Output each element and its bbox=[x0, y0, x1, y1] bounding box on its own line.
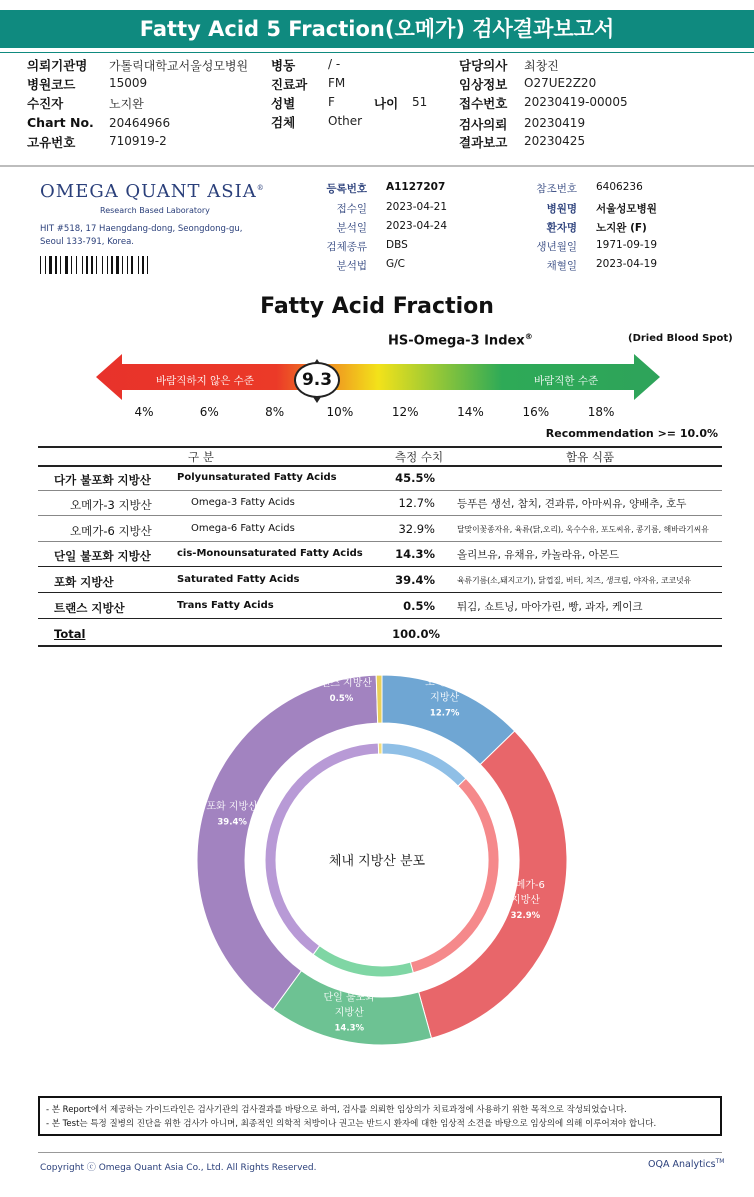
table-row-divider bbox=[38, 515, 722, 516]
info-value-report-date: 20230425 bbox=[524, 134, 586, 148]
info-label-chart-no: Chart No. bbox=[27, 115, 94, 130]
table-row-category: 다가 불포화 지방산 bbox=[54, 473, 151, 487]
meta-value-draw-date: 2023-04-19 bbox=[596, 258, 658, 270]
info-value-sex: F bbox=[328, 95, 335, 109]
slice-percent-label: 0.5% bbox=[329, 694, 354, 705]
table-row-divider bbox=[38, 490, 722, 491]
info-value-chart-no: 20464966 bbox=[109, 116, 171, 130]
table-row-divider bbox=[38, 541, 722, 542]
meta-value-receipt-date: 2023-04-21 bbox=[386, 201, 448, 213]
table-row-food: 등푸른 생선, 참치, 견과류, 아마씨유, 양배추, 호두 bbox=[457, 498, 687, 510]
footer-brand: OQA Analytics™ bbox=[648, 1158, 725, 1171]
info-label-request-date: 검사의뢰 bbox=[459, 117, 508, 132]
scale-tick: 12% bbox=[391, 405, 419, 419]
scale-tick: 14% bbox=[457, 405, 484, 419]
good-level-label: 바람직한 수준 bbox=[534, 375, 599, 387]
table-row-category: 오메가-6 지방산 bbox=[70, 524, 152, 538]
table-row-english: Polyunsaturated Fatty Acids bbox=[177, 472, 337, 483]
table-row-value: 39.4% bbox=[395, 573, 435, 587]
meta-label-reg-no: 등록번호 bbox=[326, 183, 367, 195]
table-header-category: 구 분 bbox=[188, 450, 214, 464]
meta-label-hospital: 병원명 bbox=[546, 203, 577, 215]
section-title: Fatty Acid Fraction bbox=[260, 294, 494, 319]
lab-address-line2: Seoul 133-791, Korea. bbox=[40, 237, 134, 247]
info-value-unique-no: 710919-2 bbox=[109, 134, 167, 148]
table-header-line bbox=[38, 465, 722, 467]
meta-label-sample-type: 검체종류 bbox=[326, 241, 367, 253]
score-value: 9.3 bbox=[294, 362, 340, 398]
info-label-specimen: 검체 bbox=[271, 115, 296, 130]
table-row-food: 달맞이꽃종자유, 육류(닭,오리), 옥수수유, 포도씨유, 콩기름, 해바라기씨유 bbox=[457, 525, 709, 534]
scale-tick: 16% bbox=[522, 405, 550, 419]
outer-slice bbox=[376, 675, 382, 723]
sample-note: (Dried Blood Spot) bbox=[628, 333, 733, 344]
table-row-category: 단일 불포화 지방산 bbox=[54, 549, 151, 563]
info-value-doctor: 최창진 bbox=[524, 59, 559, 73]
info-value-examinee: 노지완 bbox=[109, 97, 144, 111]
footer-divider bbox=[38, 1152, 722, 1153]
lab-logo: OMEGA QUANT ASIA® bbox=[40, 181, 265, 202]
meta-label-birth: 생년월일 bbox=[536, 241, 577, 253]
table-row-english: Trans Fatty Acids bbox=[177, 600, 274, 611]
meta-value-method: G/C bbox=[386, 258, 406, 270]
report-title: Fatty Acid 5 Fraction(오메가) 검사결과보고서 bbox=[0, 10, 754, 48]
info-label-sex: 성별 bbox=[271, 96, 296, 111]
outer-slice bbox=[197, 675, 378, 1009]
scale-tick: 18% bbox=[587, 405, 615, 419]
info-value-receipt-no: 20230419-00005 bbox=[524, 95, 628, 109]
table-row-food: 튀김, 쇼트닝, 마아가린, 빵, 과자, 케이크 bbox=[457, 601, 643, 613]
inner-slice bbox=[313, 946, 413, 977]
section-divider bbox=[0, 165, 754, 167]
meta-value-ref-no: 6406236 bbox=[596, 181, 643, 193]
meta-value-birth: 1971-09-19 bbox=[596, 239, 658, 251]
scale-tick: 6% bbox=[199, 405, 219, 419]
slice-percent-label: 32.9% bbox=[510, 911, 541, 922]
slice-name-label: 지방산 bbox=[510, 895, 540, 907]
lab-tagline: Research Based Laboratory bbox=[100, 206, 210, 215]
meta-label-method: 분석법 bbox=[336, 260, 367, 272]
slice-percent-label: 39.4% bbox=[217, 817, 247, 828]
inner-slice bbox=[410, 778, 499, 972]
scale-tick: 10% bbox=[326, 405, 354, 419]
table-row-english: Omega-3 Fatty Acids bbox=[191, 497, 295, 508]
info-label-requester: 의뢰기관명 bbox=[27, 58, 88, 73]
info-value-ward: / - bbox=[328, 57, 341, 71]
table-row-english: Omega-6 Fatty Acids bbox=[191, 523, 295, 534]
info-value-specimen: Other bbox=[328, 114, 363, 128]
meta-value-hospital: 서울성모병원 bbox=[596, 203, 657, 215]
table-row-divider bbox=[38, 618, 722, 619]
scale-tick: 8% bbox=[265, 405, 285, 419]
table-row-value: 14.3% bbox=[395, 547, 435, 561]
table-row-value: 32.9% bbox=[398, 522, 435, 536]
info-label-unique-no: 고유번호 bbox=[27, 135, 76, 150]
table-bottom-line bbox=[38, 645, 722, 647]
table-row-english: cis-Monounsaturated Fatty Acids bbox=[177, 548, 363, 559]
meta-value-patient: 노지완 (F) bbox=[596, 222, 647, 234]
index-title: HS-Omega-3 Index® bbox=[388, 332, 533, 349]
table-top-line bbox=[38, 446, 722, 448]
info-value-age: 51 bbox=[412, 95, 428, 109]
table-row-category: 포화 지방산 bbox=[54, 575, 114, 589]
meta-label-ref-no: 참조번호 bbox=[536, 183, 577, 195]
slice-name-label: 오메가-6 bbox=[505, 880, 545, 892]
slice-name-label: 포화 지방산 bbox=[206, 801, 258, 813]
table-row-value: 12.7% bbox=[398, 496, 435, 510]
table-header-food: 함유 식품 bbox=[566, 450, 615, 464]
info-label-department: 진료과 bbox=[271, 77, 308, 92]
info-label-doctor: 담당의사 bbox=[459, 58, 508, 73]
info-value-request-date: 20230419 bbox=[524, 116, 586, 130]
info-label-examinee: 수진자 bbox=[27, 96, 64, 111]
info-label-ward: 병동 bbox=[271, 58, 296, 73]
table-row-value: 45.5% bbox=[395, 471, 435, 485]
table-row-category: 트랜스 지방산 bbox=[54, 601, 125, 615]
table-header-value: 측정 수치 bbox=[395, 450, 444, 464]
slice-percent-label: 12.7% bbox=[429, 708, 460, 719]
slice-name-label: 오메가-3 bbox=[425, 677, 465, 689]
copyright: Copyright ⓒ Omega Quant Asia Co., Ltd. All Rights Reserved. bbox=[40, 1163, 317, 1173]
lab-address-line1: HIT #518, 17 Haengdang-dong, Seongdong-gu, bbox=[40, 224, 243, 234]
total-label: Total bbox=[54, 627, 86, 641]
disclaimer-note-2: - 본 Test는 특정 질병의 진단을 위한 검사가 아니며, 최종적인 의학적 처방이나 권고는 반드시 환자에 대한 임상적 소견을 바탕으로 임상의에 의해 이루어져야 합니다. bbox=[46, 1119, 657, 1129]
table-row-category: 오메가-3 지방산 bbox=[70, 498, 152, 512]
info-label-report-date: 결과보고 bbox=[459, 135, 508, 150]
info-value-department: FM bbox=[328, 76, 346, 90]
info-value-clinical: O27UE2Z20 bbox=[524, 76, 597, 90]
barcode bbox=[40, 256, 170, 274]
slice-name-label: 트랜스 지방산 bbox=[310, 678, 373, 690]
disclaimer-box bbox=[38, 1096, 722, 1136]
slice-name-label: 단일 불포화 bbox=[323, 992, 376, 1004]
info-value-requester: 가톨릭대학교서울성모병원 bbox=[109, 59, 249, 73]
bad-level-label: 바람직하지 않은 수준 bbox=[156, 375, 254, 387]
info-label-hospital-code: 병원코드 bbox=[27, 77, 76, 92]
inner-slice bbox=[378, 743, 382, 754]
slice-name-label: 지방산 bbox=[334, 1007, 364, 1019]
inner-slice bbox=[382, 743, 466, 786]
recommendation: Recommendation >= 10.0% bbox=[545, 427, 718, 440]
info-value-hospital-code: 15009 bbox=[109, 76, 148, 90]
meta-label-draw-date: 채혈일 bbox=[546, 260, 577, 272]
meta-value-reg-no: A1127207 bbox=[386, 181, 446, 193]
inner-slice bbox=[265, 743, 379, 955]
chart-center-label: 체내 지방산 분포 bbox=[328, 854, 426, 869]
slice-name-label: 지방산 bbox=[430, 692, 460, 704]
info-label-receipt-no: 접수번호 bbox=[459, 96, 508, 111]
header-divider bbox=[0, 52, 754, 53]
disclaimer-note-1: - 본 Report에서 제공하는 가이드라인은 검사기관의 검사결과를 바탕으로 하여, 검사를 의뢰한 임상의가 치료과정에 사용하기 위한 목적으로 작성되었습니다. bbox=[46, 1105, 627, 1115]
meta-label-patient: 환자명 bbox=[546, 222, 577, 234]
table-row-food: 육류기름(소,돼지고기), 닭껍질, 버터, 치즈, 생크림, 야자유, 코코넛유 bbox=[457, 576, 692, 585]
meta-value-sample-type: DBS bbox=[386, 239, 408, 251]
meta-label-receipt-date: 접수일 bbox=[336, 203, 367, 215]
table-row-value: 0.5% bbox=[403, 599, 435, 613]
meta-value-analysis-date: 2023-04-24 bbox=[386, 220, 448, 232]
table-row-divider bbox=[38, 566, 722, 567]
table-row-english: Saturated Fatty Acids bbox=[177, 574, 300, 585]
slice-percent-label: 14.3% bbox=[334, 1023, 365, 1034]
meta-label-analysis-date: 분석일 bbox=[336, 222, 367, 234]
table-row-food: 올리브유, 유채유, 카놀라유, 아몬드 bbox=[457, 549, 620, 561]
info-label-clinical: 임상정보 bbox=[459, 77, 508, 92]
total-value: 100.0% bbox=[392, 627, 440, 641]
info-label-age: 나이 bbox=[374, 96, 399, 111]
table-row-divider bbox=[38, 592, 722, 593]
scale-tick: 4% bbox=[134, 405, 154, 419]
